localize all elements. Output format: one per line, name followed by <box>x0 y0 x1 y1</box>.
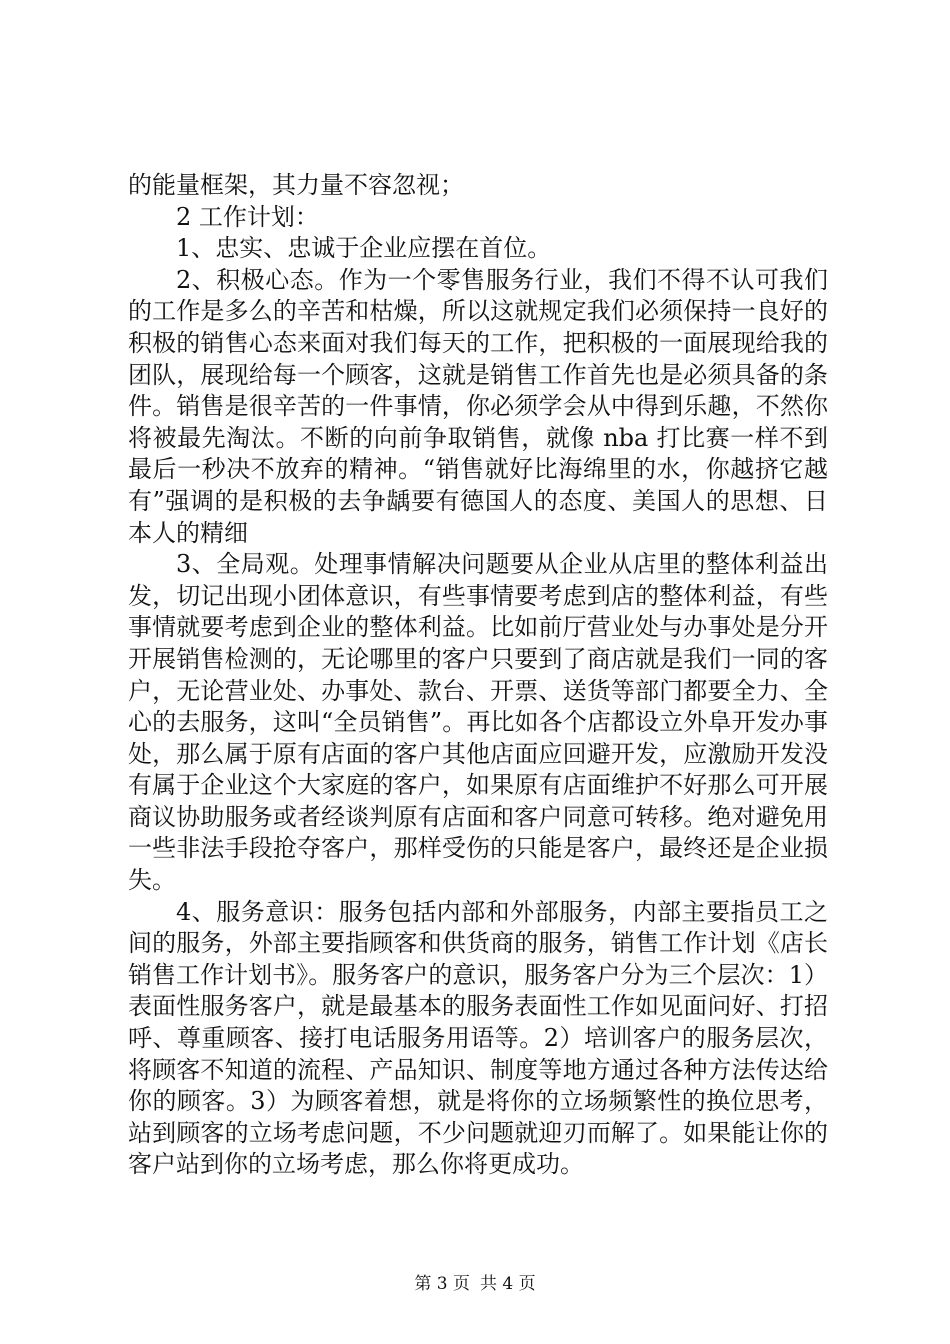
paragraph-service-awareness: 4、服务意识：服务包括内部和外部服务，内部主要指员工之间的服务，外部主要指顾客和供货商的服务，销售工作计划《店长销售工作计划书》。服务客户的意识，服务客户分为三个层次：1）表面性服务客户，就是最基本的服务表面性工作如见面问好、打招呼、尊重顾客、接打电话服务用语等。2）培训客户的服务层次，将顾客不知道的流程、产品知识、制度等地方通过各种方法传达给你的顾客。3）为顾客着想，就是将你的立场频繁性的换位思考，站到顾客的立场考虑问题，不少问题就迎刃而解了。如果能让你的客户站到你的立场考虑，那么你将更成功。 <box>128 897 828 1179</box>
page-number: 第 3 页 <box>414 1274 470 1294</box>
document-body <box>128 170 828 1181</box>
paragraph-continuation: 的能量框架，其力量不容忽视； <box>128 171 464 199</box>
page-total: 共 4 页 <box>480 1274 536 1294</box>
paragraph-positive-attitude: 2、积极心态。作为一个零售服务行业，我们不得不认可我们的工作是多么的辛苦和枯燥，所以这就规定我们必须保持一良好的积极的销售心态来面对我们每天的工作，把积极的一面展现给我的团队，展现给每一个顾客，这就是销售工作首先也是必须具备的条件。销售是很辛苦的一件事情，你必须学会从中得到乐趣，不然你将被最先淘汰。不断的向前争取销售，就像 nba 打比赛一样不到最后一秒决不放弃的精神。“销售就好比海绵里的水，你越挤它越有”强调的是积极的去争龋要有德国人的态度、美国人的思想、日本人的精细 <box>128 265 828 547</box>
paragraph-big-picture: 3、全局观。处理事情解决问题要从企业从店里的整体利益出发，切记出现小团体意识，有些事情要考虑到店的整体利益，有些事情就要考虑到企业的整体利益。比如前厅营业处与办事处是分开开展销售检测的，无论哪里的客户只要到了商店就是我们一同的客户，无论营业处、办事处、款台、开票、送货等部门都要全力、全心的去服务，这叫“全员销售”。再比如各个店都设立外阜开发办事处，那么属于原有店面的客户其他店面应回避开发，应激励开发没有属于企业这个大家庭的客户，如果原有店面维护不好那么可开展商议协助服务或者经谈判原有店面和客户同意可转移。绝对避免用一些非法手段抢夺客户，那样受伤的只能是客户，最终还是企业损失。 <box>128 550 828 895</box>
paragraph-loyalty: 1、忠实、忠诚于企业应摆在首位。 <box>176 234 552 263</box>
page-footer <box>0 1272 950 1296</box>
section-heading-work-plan: 2 工作计划： <box>176 202 319 231</box>
